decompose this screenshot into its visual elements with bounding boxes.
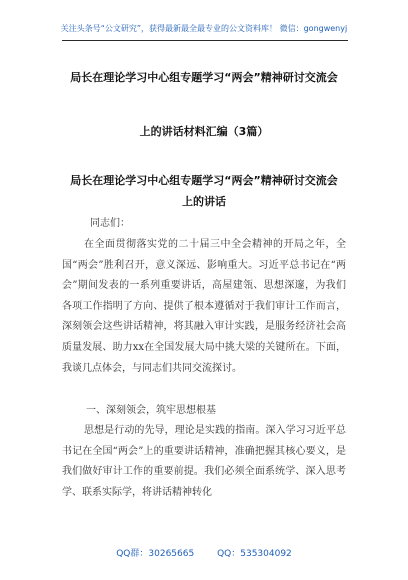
speech-title-line1: 局长在理论学习中心组专题学习“两会”精神研讨交流会 [70, 174, 338, 187]
footer-qq-number: QQ：535304092 [217, 549, 292, 559]
footer-qq-group: QQ群：30265665 [116, 549, 195, 559]
speech-title-line2: 上的讲话 [182, 195, 226, 208]
paragraph-1: 在全面贯彻落实党的二十届三中全会精神的开局之年，全国“两会”胜利召开，意义深远、影响重大。习近平总书记在“两会”期间发表的一系列重要讲话，高屋建瓴、思想深邃，为我们各项工作指明了方向、提供了根本遵循对于我们审计工作而言，深刻领会这些讲话精神，将其融入审计实践，是服务经济社会高质量发展、助力xx在全国发展大局中挑大梁的关键所在。下面，我谈几点体会，与同志们共同交流探讨。 [62, 239, 346, 374]
paragraph-2: 思想是行动的先导，理论是实践的指南。深入学习习近平总书记在全国“两会”上的重要讲话精神，准确把握其核心要义，是我们做好审计工作的重要前提。我们必须全面系统学、深入思考学、联系实际学，将讲话精神转化 [62, 425, 346, 498]
footer-contact [0, 546, 408, 559]
document-title-line2: 上的讲话材料汇编（3篇） [139, 125, 269, 138]
salutation: 同志们： [90, 218, 130, 229]
document-title-line1: 局长在理论学习中心组专题学习“两会”精神研讨交流会 [70, 71, 338, 84]
header-promo-note: 关注头条号“公文研究”，获得最新最全最专业的公文资料库！ 微信：gongwenyj [60, 24, 348, 33]
section-heading-1: 一、深刻领会，筑牢思想根基 [86, 405, 216, 416]
header-divider [62, 40, 348, 41]
